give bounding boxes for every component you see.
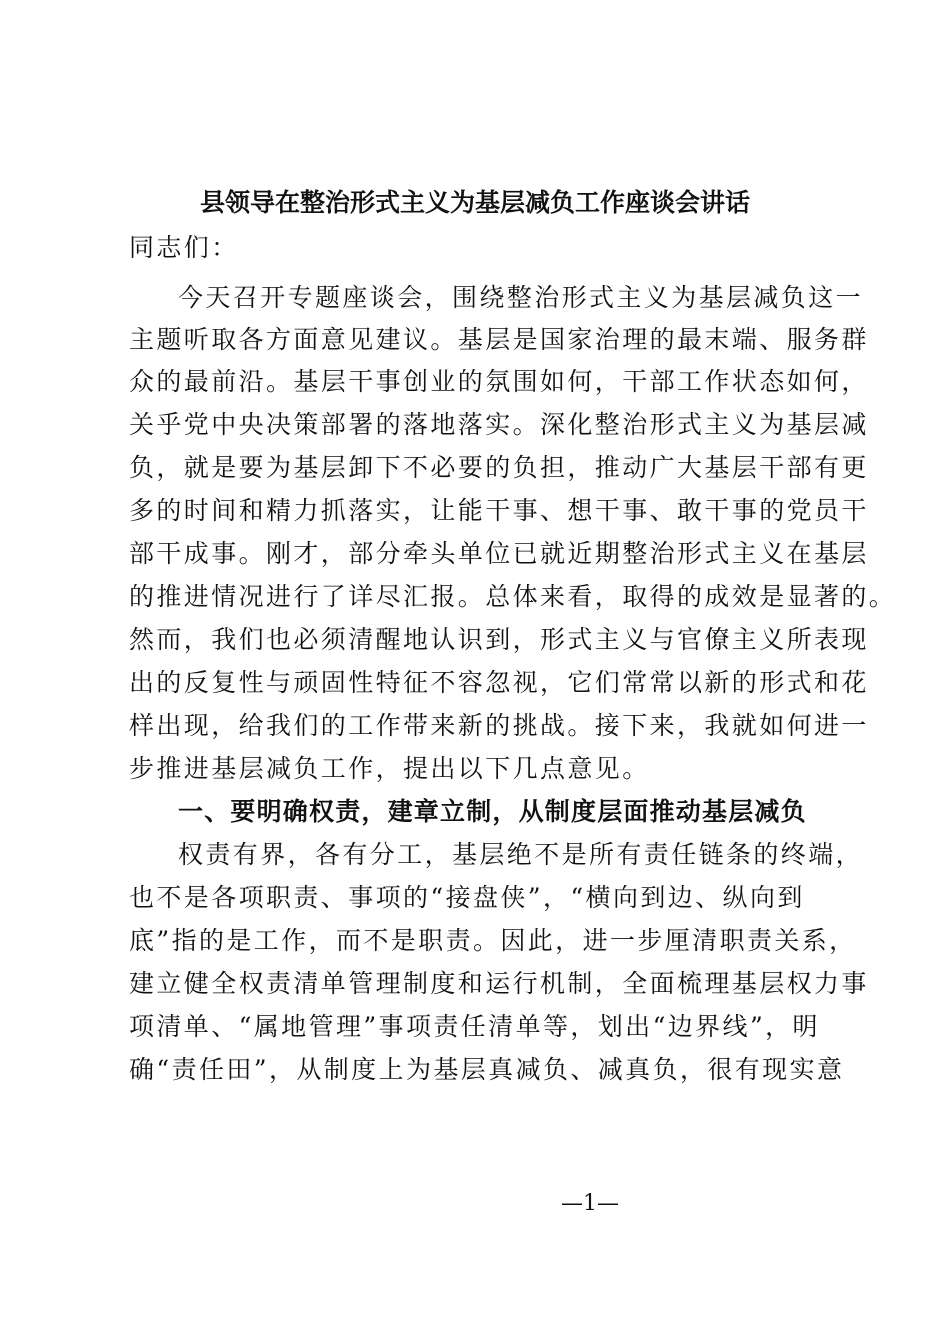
salutation: 同志们： <box>129 233 239 262</box>
paragraph-line: 今天召开专题座谈会，围绕整治形式主义为基层减负这一 <box>178 283 864 312</box>
paragraph-line: 负，就是要为基层卸下不必要的负担，推动广大基层干部有更 <box>129 453 869 482</box>
paragraph-line: 主题听取各方面意见建议。基层是国家治理的最末端、服务群 <box>129 325 869 354</box>
paragraph-line: 关乎党中央决策部署的落地落实。深化整治形式主义为基层减 <box>129 410 869 439</box>
paragraph-line: 样出现，给我们的工作带来新的挑战。接下来，我就如何进一 <box>129 711 869 740</box>
paragraph-line: 众的最前沿。基层干事创业的氛围如何，干部工作状态如何， <box>129 367 869 396</box>
page-number: —1— <box>561 1191 619 1216</box>
section-heading: 一、要明确权责，建章立制，从制度层面推动基层减负 <box>178 797 807 826</box>
paragraph-line: 项清单、“属地管理”事项责任清单等，划出“边界线”，明 <box>129 1012 820 1041</box>
paragraph-line: 多的时间和精力抓落实，让能干事、想干事、敢干事的党员干 <box>129 496 869 525</box>
paragraph-line: 确“责任田”，从制度上为基层真减负、减真负，很有现实意 <box>129 1055 845 1084</box>
paragraph-line: 出的反复性与顽固性特征不容忽视，它们常常以新的形式和花 <box>129 668 869 697</box>
paragraph-line: 权责有界，各有分工，基层绝不是所有责任链条的终端， <box>178 840 864 869</box>
paragraph-line: 部干成事。刚才，部分牵头单位已就近期整治形式主义在基层 <box>129 539 869 568</box>
document-title: 县领导在整治形式主义为基层减负工作座谈会讲话 <box>199 188 750 217</box>
paragraph-line: 也不是各项职责、事项的“接盘侠”，“横向到边、纵向到 <box>129 883 805 912</box>
paragraph-line: 步推进基层减负工作，提出以下几点意见。 <box>129 754 650 783</box>
paragraph-line: 然而，我们也必须清醒地认识到，形式主义与官僚主义所表现 <box>129 625 869 654</box>
paragraph-line: 底”指的是工作，而不是职责。因此，进一步厘清职责关系， <box>129 926 857 955</box>
paragraph-line: 的推进情况进行了详尽汇报。总体来看，取得的成效是显著的。 <box>129 582 897 611</box>
paragraph-line: 建立健全权责清单管理制度和运行机制，全面梳理基层权力事 <box>129 969 869 998</box>
